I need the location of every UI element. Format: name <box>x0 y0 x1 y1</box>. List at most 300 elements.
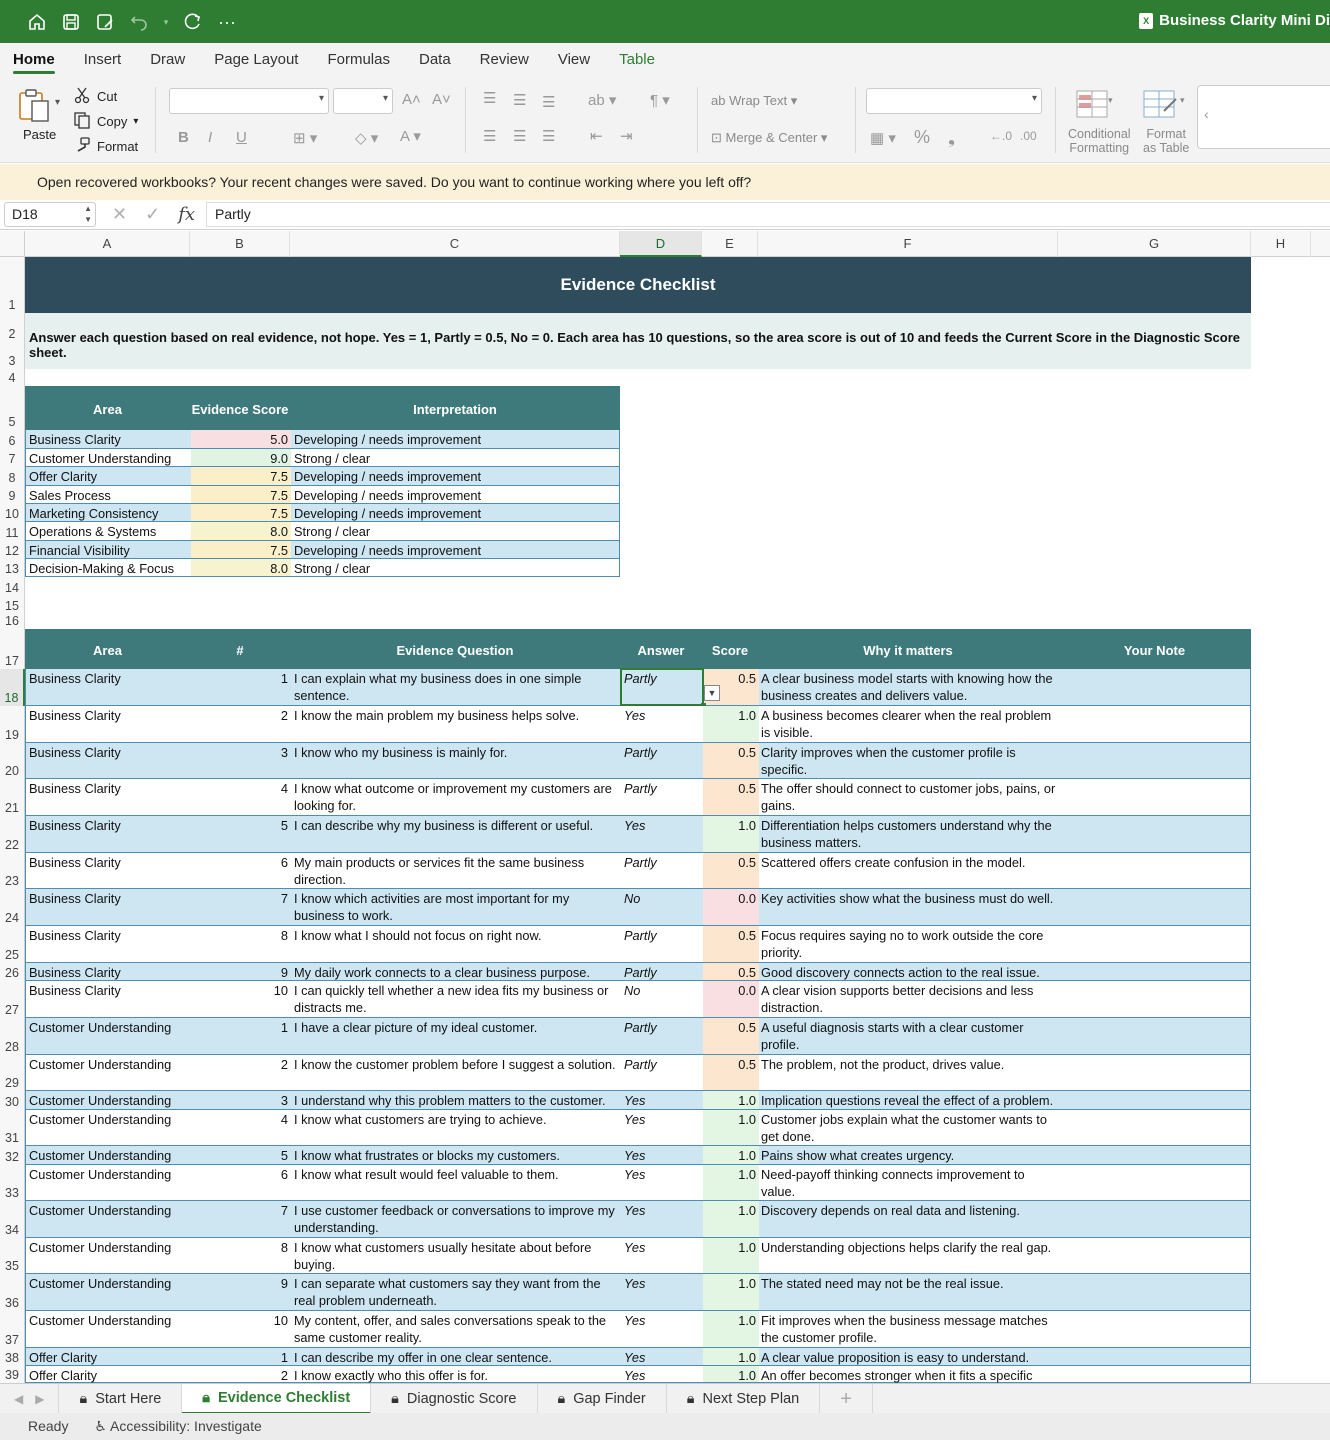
detail-number[interactable]: 1 <box>280 1020 288 1035</box>
detail-question[interactable]: I can describe my offer in one clear sentence. <box>294 1350 552 1365</box>
row-header-32[interactable]: 32 <box>0 1146 25 1165</box>
detail-why[interactable]: The offer should connect to customer jobs, pains, or gains. <box>761 781 1056 813</box>
detail-question[interactable]: I can quickly tell whether a new idea fits my business or distracts me. <box>294 983 609 1015</box>
detail-score[interactable]: 1.0 <box>703 1146 759 1164</box>
row-header-1[interactable]: 1 <box>0 257 25 313</box>
detail-note[interactable] <box>1061 927 1251 962</box>
detail-answer[interactable]: Partly <box>624 1020 657 1035</box>
formula-input[interactable]: Partly <box>206 202 1330 227</box>
detail-why[interactable]: A useful diagnosis starts with a clear customer profile. <box>761 1020 1024 1052</box>
detail-area[interactable]: Customer Understanding <box>29 1203 172 1218</box>
orientation-icon[interactable]: ab ▾ <box>588 92 617 109</box>
dropdown-arrow-icon[interactable]: ▼ <box>704 685 720 701</box>
detail-note[interactable] <box>1061 707 1251 742</box>
summary-score[interactable]: 8.0 <box>191 559 291 576</box>
copy-dropdown-icon[interactable]: ▾ <box>133 116 139 127</box>
summary-score[interactable]: 7.5 <box>191 541 291 558</box>
detail-note[interactable] <box>1061 982 1251 1017</box>
comma-icon[interactable]: ❟ <box>948 127 956 147</box>
detail-why[interactable]: Need-payoff thinking connects improvement to value. <box>761 1167 1025 1199</box>
borders-icon[interactable]: ⊞ ▾ <box>293 130 318 147</box>
detail-score[interactable]: 1.0 <box>703 1201 759 1237</box>
tab-page-layout[interactable]: Page Layout <box>214 51 299 68</box>
detail-score[interactable]: 0.5 <box>703 853 759 888</box>
detail-area[interactable]: Business Clarity <box>29 671 121 686</box>
detail-question[interactable]: I can explain what my business does in one simple sentence. <box>294 671 582 703</box>
paste-dropdown-icon[interactable]: ▾ <box>55 97 61 108</box>
name-box-stepper-icon[interactable]: ▲ ▼ <box>84 204 92 224</box>
summary-score[interactable]: 9.0 <box>191 449 291 466</box>
align-top-icon[interactable]: ☰ <box>483 90 497 107</box>
row-header-6[interactable]: 6 <box>0 430 25 449</box>
detail-number[interactable]: 5 <box>280 818 288 833</box>
summary-score[interactable]: 8.0 <box>191 522 291 540</box>
detail-area[interactable]: Customer Understanding <box>29 1313 172 1328</box>
detail-score[interactable]: 1.0 <box>703 1366 759 1382</box>
detail-why[interactable]: A clear business model starts with knowing how the business creates and delivers value. <box>761 671 1053 703</box>
tab-insert[interactable]: Insert <box>83 51 122 68</box>
sheet-tab-start-here[interactable]: 🔒︎ Start Here <box>59 1384 182 1414</box>
detail-why[interactable]: A business becomes clearer when the real problem is visible. <box>761 708 1052 740</box>
tab-table[interactable]: Table <box>619 51 655 68</box>
detail-number[interactable]: 6 <box>280 1167 288 1182</box>
detail-score[interactable]: 1.0 <box>703 1311 759 1347</box>
detail-number[interactable]: 2 <box>280 1057 288 1072</box>
conditional-formatting-icon[interactable] <box>1075 89 1115 124</box>
column-header-d[interactable]: D <box>620 231 702 257</box>
detail-score[interactable]: 1.0 <box>703 1348 759 1365</box>
detail-area[interactable]: Offer Clarity <box>29 1368 98 1383</box>
row-header-13[interactable]: 13 <box>0 559 25 577</box>
detail-answer[interactable]: Yes <box>624 818 646 833</box>
detail-answer[interactable]: No <box>624 983 641 998</box>
detail-note[interactable] <box>1061 744 1251 778</box>
detail-note[interactable] <box>1061 1349 1251 1365</box>
summary-interpretation[interactable]: Strong / clear <box>294 451 371 466</box>
row-header-26[interactable]: 26 <box>0 963 25 981</box>
enter-icon[interactable]: ✓ <box>145 204 161 224</box>
detail-answer[interactable]: Yes <box>624 1240 646 1255</box>
detail-note[interactable] <box>1061 817 1251 852</box>
column-header-e[interactable]: E <box>702 231 758 257</box>
row-header-9[interactable]: 9 <box>0 486 25 504</box>
detail-score[interactable]: 0.0 <box>703 889 759 925</box>
detail-answer[interactable]: Partly <box>624 781 657 796</box>
detail-note[interactable] <box>1061 1166 1251 1200</box>
paste-button[interactable]: Paste <box>23 127 57 142</box>
row-header-36[interactable]: 36 <box>0 1274 25 1311</box>
detail-why[interactable]: An offer becomes stronger when it fits a specific <box>761 1368 1033 1383</box>
detail-note[interactable] <box>1061 1367 1251 1382</box>
italic-button[interactable]: I <box>208 129 213 146</box>
detail-answer[interactable]: Yes <box>624 1368 646 1383</box>
scroll-tabs-right-icon[interactable]: ▶ <box>31 1384 59 1414</box>
detail-score[interactable]: 0.5 <box>703 1018 759 1054</box>
align-bottom-icon[interactable]: ☰ <box>542 94 556 111</box>
wrap-text-button[interactable]: ab Wrap Text ▾ <box>711 93 798 108</box>
detail-note[interactable] <box>1061 1092 1251 1109</box>
detail-question[interactable]: I know what outcome or improvement my customers are looking for. <box>294 781 612 813</box>
save-as-icon[interactable] <box>94 11 116 33</box>
detail-question[interactable]: I know what customers are trying to achieve. <box>294 1112 547 1127</box>
detail-question[interactable]: I use customer feedback or conversations to improve my understanding. <box>294 1203 615 1235</box>
row-header-24[interactable]: 24 <box>0 889 25 926</box>
detail-number[interactable]: 7 <box>280 1203 288 1218</box>
detail-area[interactable]: Business Clarity <box>29 818 121 833</box>
insert-function-icon[interactable]: fx <box>178 204 196 225</box>
summary-area[interactable]: Business Clarity <box>29 432 121 447</box>
detail-question[interactable]: I know who my business is mainly for. <box>294 745 508 760</box>
summary-score[interactable]: 7.5 <box>191 486 291 503</box>
row-header-7[interactable]: 7 <box>0 449 25 467</box>
detail-score[interactable]: 1.0 <box>703 816 759 852</box>
detail-note[interactable] <box>1061 780 1251 815</box>
detail-score[interactable]: 1.0 <box>703 1274 759 1310</box>
detail-area[interactable]: Business Clarity <box>29 928 121 943</box>
sheet-tab-diagnostic-score[interactable]: 🔒︎ Diagnostic Score <box>371 1384 537 1414</box>
row-header-4[interactable]: 4 <box>0 369 25 386</box>
row-header-29[interactable]: 29 <box>0 1055 25 1091</box>
detail-score[interactable]: 1.0 <box>703 1238 759 1273</box>
increase-indent-icon[interactable]: ⇥ <box>620 128 633 145</box>
detail-number[interactable]: 6 <box>280 855 288 870</box>
detail-why[interactable]: Good discovery connects action to the real issue. <box>761 965 1040 980</box>
scroll-tabs-left-icon[interactable]: ◀ <box>14 1391 24 1406</box>
detail-answer[interactable]: Yes <box>624 1313 646 1328</box>
cell-styles-gallery[interactable] <box>1197 85 1330 149</box>
detail-area[interactable]: Business Clarity <box>29 781 121 796</box>
detail-question[interactable]: My daily work connects to a clear business purpose. <box>294 965 590 980</box>
detail-question[interactable]: I know what customers usually hesitate about before buying. <box>294 1240 592 1272</box>
summary-area[interactable]: Offer Clarity <box>29 469 98 484</box>
decrease-font-icon[interactable]: A˅ <box>432 91 451 108</box>
detail-why[interactable]: Key activities show what the business must do well. <box>761 891 1054 906</box>
sheet-tab-next-step-plan[interactable]: 🔒︎ Next Step Plan <box>667 1384 820 1414</box>
increase-decimal-icon[interactable]: ←.0 <box>990 129 1013 143</box>
detail-question[interactable]: I know exactly who this offer is for. <box>294 1368 488 1383</box>
detail-score[interactable]: 0.5 <box>703 963 759 980</box>
row-header-25[interactable]: 25 <box>0 926 25 963</box>
increase-font-icon[interactable]: A˄ <box>402 91 421 108</box>
detail-score[interactable]: 0.5 <box>703 926 759 962</box>
tab-home[interactable]: Home <box>13 43 55 77</box>
row-header-14[interactable]: 14 <box>0 577 25 596</box>
accessibility-button[interactable]: ♿︎ Accessibility: Investigate <box>94 1418 262 1434</box>
detail-why[interactable]: The problem, not the product, drives value. <box>761 1057 1005 1072</box>
detail-question[interactable]: My content, offer, and sales conversations speak to the same customer reality. <box>294 1313 607 1345</box>
font-color-icon[interactable]: A ▾ <box>400 128 421 145</box>
detail-answer[interactable]: Yes <box>624 1203 646 1218</box>
underline-button[interactable]: U <box>236 129 247 146</box>
undo-icon[interactable] <box>128 11 150 33</box>
copy-button[interactable]: Copy ▾ <box>73 111 138 132</box>
summary-interpretation[interactable]: Strong / clear <box>294 561 371 576</box>
detail-answer[interactable]: Partly <box>624 855 657 870</box>
detail-note[interactable] <box>1061 964 1251 980</box>
column-header-f[interactable]: F <box>758 231 1058 257</box>
detail-why[interactable]: A clear value proposition is easy to understand. <box>761 1350 1030 1365</box>
add-sheet-icon[interactable]: + <box>820 1384 873 1414</box>
detail-score[interactable]: 1.0 <box>703 1091 759 1109</box>
align-right-icon[interactable]: ☰ <box>542 128 556 145</box>
name-box[interactable]: D18 ▲ ▼ <box>4 202 96 227</box>
detail-question[interactable]: I can describe why my business is different or useful. <box>294 818 594 833</box>
detail-answer[interactable]: No <box>624 891 641 906</box>
detail-number[interactable]: 7 <box>280 891 288 906</box>
detail-note[interactable] <box>1061 854 1251 888</box>
detail-note[interactable] <box>1061 1312 1251 1347</box>
row-header-20[interactable]: 20 <box>0 743 25 779</box>
detail-question[interactable]: I know what I should not focus on right now. <box>294 928 542 943</box>
row-header-3[interactable]: 3 <box>0 342 25 369</box>
align-center-icon[interactable]: ☰ <box>513 128 527 145</box>
row-header-31[interactable]: 31 <box>0 1110 25 1146</box>
column-header-c[interactable]: C <box>290 231 620 257</box>
detail-area[interactable]: Customer Understanding <box>29 1093 172 1108</box>
detail-question[interactable]: I know what frustrates or blocks my customers. <box>294 1148 560 1163</box>
detail-number[interactable]: 8 <box>280 928 288 943</box>
detail-area[interactable]: Customer Understanding <box>29 1167 172 1182</box>
detail-note[interactable] <box>1061 1056 1251 1090</box>
detail-why[interactable]: The stated need may not be the real issue. <box>761 1276 1004 1291</box>
align-middle-icon[interactable]: ☰ <box>513 92 527 109</box>
detail-area[interactable]: Business Clarity <box>29 745 121 760</box>
row-header-19[interactable]: 19 <box>0 706 25 743</box>
tab-data[interactable]: Data <box>418 51 451 68</box>
detail-why[interactable]: Differentiation helps customers understand why the business matters. <box>761 818 1052 850</box>
detail-answer[interactable]: Partly <box>624 928 657 943</box>
detail-why[interactable]: Understanding objections helps clarify the real gap. <box>761 1240 1052 1255</box>
detail-score[interactable]: 0.5 <box>703 779 759 815</box>
detail-why[interactable]: A clear vision supports better decisions and less distraction. <box>761 983 1034 1015</box>
detail-question[interactable]: I have a clear picture of my ideal customer. <box>294 1020 538 1035</box>
save-icon[interactable] <box>60 11 82 33</box>
detail-note[interactable] <box>1061 1202 1251 1237</box>
selected-cell-d18[interactable] <box>620 668 704 706</box>
detail-why[interactable]: Implication questions reveal the effect of a problem. <box>761 1093 1054 1108</box>
row-header-38[interactable]: 38 <box>0 1348 25 1366</box>
decrease-decimal-icon[interactable]: .00 <box>1020 129 1037 143</box>
row-header-35[interactable]: 35 <box>0 1238 25 1274</box>
format-painter-button[interactable]: Format <box>73 136 138 157</box>
row-header-21[interactable]: 21 <box>0 779 25 816</box>
row-header-12[interactable]: 12 <box>0 541 25 559</box>
align-left-icon[interactable]: ☰ <box>483 128 497 145</box>
detail-answer[interactable]: Yes <box>624 1093 646 1108</box>
summary-area[interactable]: Operations & Systems <box>29 524 157 539</box>
detail-number[interactable]: 3 <box>280 745 288 760</box>
detail-answer[interactable]: Yes <box>624 1167 646 1182</box>
detail-answer[interactable]: Partly <box>624 745 657 760</box>
column-header-g[interactable]: G <box>1058 231 1251 257</box>
summary-interpretation[interactable]: Strong / clear <box>294 524 371 539</box>
summary-area[interactable]: Financial Visibility <box>29 543 130 558</box>
detail-why[interactable]: Customer jobs explain what the customer wants to get done. <box>761 1112 1047 1144</box>
detail-score[interactable]: 1.0 <box>703 706 759 742</box>
cut-button[interactable]: Cut <box>73 86 117 107</box>
detail-question[interactable]: I know the main problem my business helps solve. <box>294 708 580 723</box>
row-header-5[interactable]: 5 <box>0 386 25 430</box>
summary-interpretation[interactable]: Developing / needs improvement <box>294 543 482 558</box>
detail-note[interactable] <box>1061 1019 1251 1054</box>
summary-area[interactable]: Decision-Making & Focus <box>29 561 175 576</box>
column-header-b[interactable]: B <box>190 231 290 257</box>
sheet-tab-evidence-checklist[interactable]: 🔒︎ Evidence Checklist <box>182 1384 371 1414</box>
detail-answer[interactable]: Yes <box>624 1112 646 1127</box>
summary-area[interactable]: Sales Process <box>29 488 111 503</box>
paste-icon[interactable] <box>16 87 52 123</box>
detail-area[interactable]: Customer Understanding <box>29 1020 172 1035</box>
font-name-dropdown[interactable]: ▾ <box>169 88 329 114</box>
detail-note[interactable] <box>1061 670 1251 705</box>
tab-draw[interactable]: Draw <box>150 51 186 68</box>
cancel-icon[interactable]: ✕ <box>112 204 128 224</box>
detail-note[interactable] <box>1061 1147 1251 1164</box>
detail-why[interactable]: Clarity improves when the customer profile is specific. <box>761 745 1016 777</box>
detail-area[interactable]: Business Clarity <box>29 891 121 906</box>
detail-why[interactable]: Scattered offers create confusion in the model. <box>761 855 1026 870</box>
detail-number[interactable]: 1 <box>280 671 288 686</box>
detail-note[interactable] <box>1061 1275 1251 1310</box>
fill-color-icon[interactable]: ◇ ▾ <box>355 130 379 147</box>
format-as-table-button[interactable]: Format as Table <box>1143 127 1190 155</box>
detail-why[interactable]: Fit improves when the business message matches the customer profile. <box>761 1313 1048 1345</box>
tab-review[interactable]: Review <box>479 51 529 68</box>
row-header-27[interactable]: 27 <box>0 981 25 1018</box>
merge-center-button[interactable]: ⊡ Merge & Center ▾ <box>711 130 828 145</box>
detail-area[interactable]: Business Clarity <box>29 708 121 723</box>
summary-area[interactable]: Marketing Consistency <box>29 506 159 521</box>
detail-area[interactable]: Customer Understanding <box>29 1240 172 1255</box>
detail-area[interactable]: Customer Understanding <box>29 1276 172 1291</box>
detail-question[interactable]: I can separate what customers say they want from the real problem underneath. <box>294 1276 601 1308</box>
column-header-a[interactable]: A <box>25 231 190 257</box>
detail-answer[interactable]: Partly <box>624 1057 657 1072</box>
detail-area[interactable]: Business Clarity <box>29 983 121 998</box>
detail-area[interactable]: Business Clarity <box>29 855 121 870</box>
detail-question[interactable]: I know which activities are most important for my business to work. <box>294 891 570 923</box>
number-format-dropdown[interactable]: ▾ <box>866 88 1042 114</box>
detail-score[interactable]: 1.0 <box>703 1110 759 1145</box>
detail-question[interactable]: I know what result would feel valuable to them. <box>294 1167 559 1182</box>
select-all-corner[interactable] <box>0 231 25 257</box>
redo-icon[interactable] <box>182 11 204 33</box>
summary-interpretation[interactable]: Developing / needs improvement <box>294 432 482 447</box>
row-header-16[interactable]: 16 <box>0 614 25 629</box>
column-header-h[interactable]: H <box>1251 231 1311 257</box>
row-header-11[interactable]: 11 <box>0 522 25 541</box>
detail-number[interactable]: 9 <box>280 965 288 980</box>
summary-interpretation[interactable]: Developing / needs improvement <box>294 469 482 484</box>
detail-why[interactable]: Discovery depends on real data and listening. <box>761 1203 1020 1218</box>
accounting-format-icon[interactable]: ▦ ▾ <box>870 130 896 147</box>
detail-number[interactable]: 2 <box>280 1368 288 1383</box>
summary-area[interactable]: Customer Understanding <box>29 451 172 466</box>
conditional-formatting-button[interactable]: Conditional Formatting <box>1068 127 1131 155</box>
tab-view[interactable]: View <box>557 51 591 68</box>
text-direction-icon[interactable]: ¶ ▾ <box>650 92 670 109</box>
summary-interpretation[interactable]: Developing / needs improvement <box>294 488 482 503</box>
detail-score[interactable]: 0.0 <box>703 981 759 1017</box>
summary-score[interactable]: 7.5 <box>191 504 291 521</box>
detail-answer[interactable]: Yes <box>624 708 646 723</box>
detail-score[interactable]: 0.5 <box>703 1055 759 1090</box>
detail-question[interactable]: My main products or services fit the same business direction. <box>294 855 585 887</box>
detail-answer[interactable]: Partly <box>624 671 657 686</box>
detail-area[interactable]: Customer Understanding <box>29 1112 172 1127</box>
detail-why[interactable]: Pains show what creates urgency. <box>761 1148 955 1163</box>
detail-why[interactable]: Focus requires saying no to work outside the core priority. <box>761 928 1044 960</box>
row-header-18[interactable]: 18 <box>0 669 25 706</box>
sheet-tab-gap-finder[interactable]: 🔒︎ Gap Finder <box>538 1384 667 1414</box>
detail-note[interactable] <box>1061 1239 1251 1273</box>
row-header-8[interactable]: 8 <box>0 467 25 486</box>
detail-number[interactable]: 5 <box>280 1148 288 1163</box>
row-header-22[interactable]: 22 <box>0 816 25 853</box>
detail-answer[interactable]: Yes <box>624 1276 646 1291</box>
row-header-33[interactable]: 33 <box>0 1165 25 1201</box>
detail-number[interactable]: 4 <box>280 1112 288 1127</box>
detail-number[interactable]: 4 <box>280 781 288 796</box>
detail-number[interactable]: 10 <box>273 983 288 998</box>
row-header-2[interactable]: 2 <box>0 313 25 342</box>
detail-number[interactable]: 10 <box>273 1313 288 1328</box>
detail-number[interactable]: 9 <box>280 1276 288 1291</box>
format-as-table-icon[interactable] <box>1142 89 1190 124</box>
row-header-30[interactable]: 30 <box>0 1091 25 1110</box>
detail-note[interactable] <box>1061 890 1251 925</box>
row-header-15[interactable]: 15 <box>0 596 25 614</box>
detail-note[interactable] <box>1061 1111 1251 1145</box>
detail-area[interactable]: Customer Understanding <box>29 1057 172 1072</box>
detail-area[interactable]: Business Clarity <box>29 965 121 980</box>
detail-number[interactable]: 8 <box>280 1240 288 1255</box>
detail-area[interactable]: Offer Clarity <box>29 1350 98 1365</box>
row-header-28[interactable]: 28 <box>0 1018 25 1055</box>
detail-question[interactable]: I know the customer problem before I suggest a solution. <box>294 1057 616 1072</box>
detail-number[interactable]: 3 <box>280 1093 288 1108</box>
detail-number[interactable]: 2 <box>280 708 288 723</box>
detail-answer[interactable]: Yes <box>624 1148 646 1163</box>
row-header-10[interactable]: 10 <box>0 504 25 522</box>
undo-dropdown-icon[interactable]: ▾ <box>163 16 169 27</box>
row-header-17[interactable]: 17 <box>0 629 25 669</box>
detail-score[interactable]: 1.0 <box>703 1165 759 1200</box>
detail-score[interactable]: 0.5 <box>703 669 759 705</box>
percent-icon[interactable]: % <box>914 127 931 147</box>
row-header-37[interactable]: 37 <box>0 1311 25 1348</box>
detail-answer[interactable]: Yes <box>624 1350 646 1365</box>
summary-interpretation[interactable]: Developing / needs improvement <box>294 506 482 521</box>
tab-formulas[interactable]: Formulas <box>327 51 390 68</box>
summary-score[interactable]: 7.5 <box>191 467 291 485</box>
row-header-23[interactable]: 23 <box>0 853 25 889</box>
detail-number[interactable]: 1 <box>280 1350 288 1365</box>
more-icon[interactable]: ··· <box>218 11 236 32</box>
detail-score[interactable]: 0.5 <box>703 743 759 778</box>
row-header-34[interactable]: 34 <box>0 1201 25 1238</box>
decrease-indent-icon[interactable]: ⇤ <box>590 128 603 145</box>
chevron-left-icon[interactable]: ‹ <box>1204 106 1209 122</box>
bold-button[interactable]: B <box>178 129 189 146</box>
detail-area[interactable]: Customer Understanding <box>29 1148 172 1163</box>
font-size-dropdown[interactable]: ▾ <box>333 88 393 114</box>
summary-score[interactable]: 5.0 <box>191 430 291 448</box>
home-icon[interactable] <box>26 11 48 33</box>
detail-answer[interactable]: Partly <box>624 965 657 980</box>
detail-question[interactable]: I understand why this problem matters to the customer. <box>294 1093 606 1108</box>
row-header-39[interactable]: 39 <box>0 1366 25 1383</box>
